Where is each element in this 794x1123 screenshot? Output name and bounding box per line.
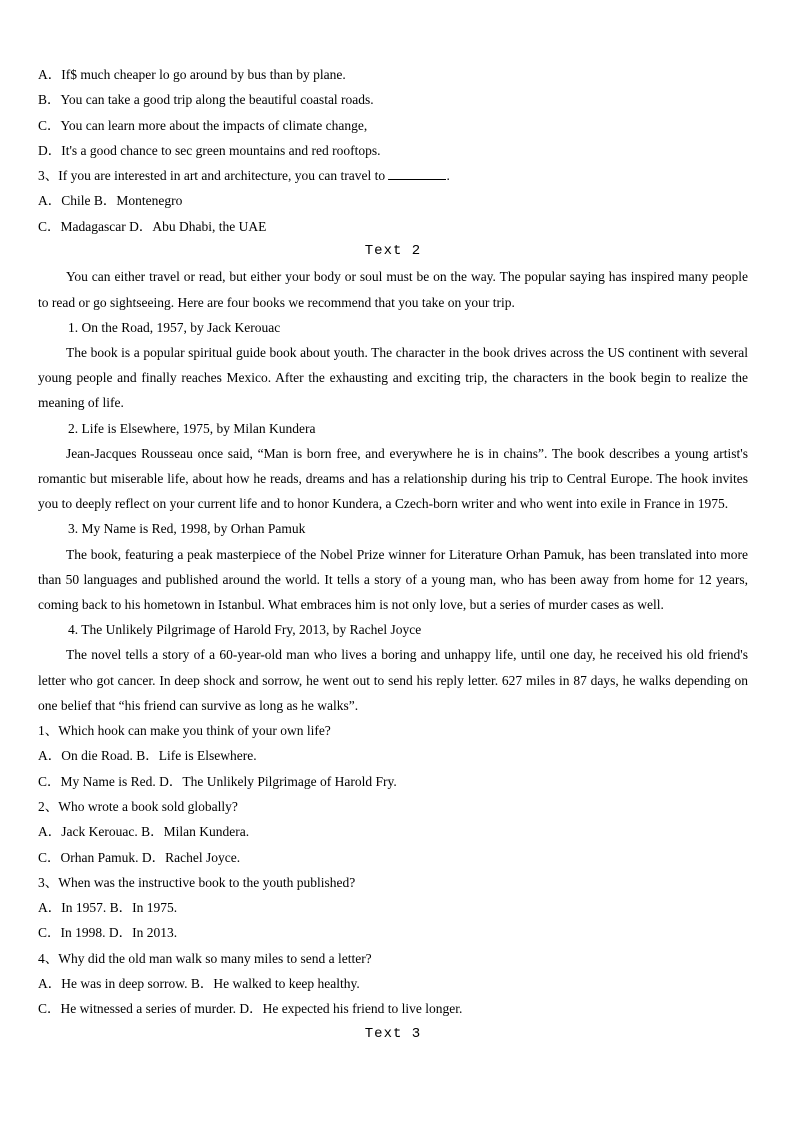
question-3-options-line-2: C．Madagascar D．Abu Dhabi, the UAE: [38, 218, 267, 234]
book-3-title: 3. My Name is Red, 1998, by Orhan Pamuk: [68, 521, 306, 537]
question-2-options-line-2: C．Orhan Pamuk. D．Rachel Joyce.: [38, 849, 241, 865]
book-4-body: The novel tells a story of a 60-year-old man who lives a boring and unhappy life, until one day, he received his old friend's letter who got cancer. In deep shock and sorrow, he went out to send his reply letter. 627 miles in 87 days, he walks depending on one belief that “his friend can survive as long as he walks”.: [38, 647, 748, 713]
book-2-title: 2. Life is Elsewhere, 1975, by Milan Kundera: [68, 420, 316, 436]
question-4-stem: 4、Why did the old man walk so many miles to send a letter?: [38, 950, 372, 966]
question-3b-stem: 3、When was the instructive book to the youth published?: [38, 874, 356, 890]
book-4-title: 4. The Unlikely Pilgrimage of Harold Fry, 2013, by Rachel Joyce: [68, 622, 422, 638]
question-1-stem: 1、Which hook can make you think of your own life?: [38, 723, 331, 739]
question-4-options-line-1: A．He was in deep sorrow. B．He walked to keep healthy.: [38, 976, 360, 991]
option-a-top: A．If$ much cheaper lo go around by bus than by plane.: [38, 67, 346, 82]
question-3b-options-line-1: A．In 1957. B．In 1975.: [38, 900, 178, 916]
option-c-top: C．You can learn more about the impacts of climate change,: [38, 117, 368, 133]
answer-blank: [388, 166, 446, 180]
book-1-body: The book is a popular spiritual guide book about youth. The character in the book drives across the US continent with several young people and finally reaches Mexico. After the exhausting and exciting trip, the characters in the book begin to realize the meaning of life.: [38, 344, 748, 411]
question-3b-options-line-2: C．In 1998. D．In 2013.: [38, 925, 178, 941]
question-2-stem: 2、Who wrote a book sold globally?: [38, 798, 238, 814]
book-3-body: The book, featuring a peak masterpiece of the Nobel Prize winner for Literature Orhan Pamuk, has been translated into more than 50 languages and published around the world. It tells a story of a young man, who has been away from home for 12 years, coming back to his hometown in Istanbul. What embraces him is not only love, but a series of murder cases as well.: [38, 546, 748, 613]
question-4-options-line-2: C．He witnessed a series of murder. D．He expected his friend to live longer.: [38, 1001, 463, 1017]
question-2-options-line-1: A．Jack Kerouac. B．Milan Kundera.: [38, 824, 250, 840]
book-1-title: 1. On the Road, 1957, by Jack Kerouac: [68, 319, 281, 335]
book-2-body: Jean-Jacques Rousseau once said, “Man is born free, and everywhere he is in chains”. The book describes a young artist's romantic but miserable life, about how he reads, dreams and has a relationship during his trip to Central Europe. The hook invites you to deeply reflect on your current life and to honor Kundera, a Czech-born writer and who went into exile in France in 1975.: [38, 445, 748, 512]
text-2-intro: You can either travel or read, but either your body or soul must be on the way. The popular saying has inspired many people to read or go sightseeing. Here are four books we recommend that you take on your trip.: [38, 269, 748, 310]
question-3-options-line-1: A．Chile B．Montenegro: [38, 193, 183, 209]
option-d-top: D．It's a good chance to sec green mountains and red rooftops.: [38, 142, 381, 158]
text-3-heading: Text 3: [364, 1025, 422, 1042]
option-b-top: B．You can take a good trip along the beautiful coastal roads.: [38, 92, 374, 108]
text-2-heading: Text 2: [364, 243, 422, 260]
question-3-stem: [38, 163, 748, 188]
question-1-options-line-1: A．On die Road. B．Life is Elsewhere.: [38, 748, 257, 764]
question-3-suffix: .: [446, 168, 450, 184]
question-1-options-line-2: C．My Name is Red. D．The Unlikely Pilgrimage of Harold Fry.: [38, 773, 397, 789]
question-3-prefix: 3、If you are interested in art and architecture, you can travel to: [38, 168, 389, 184]
